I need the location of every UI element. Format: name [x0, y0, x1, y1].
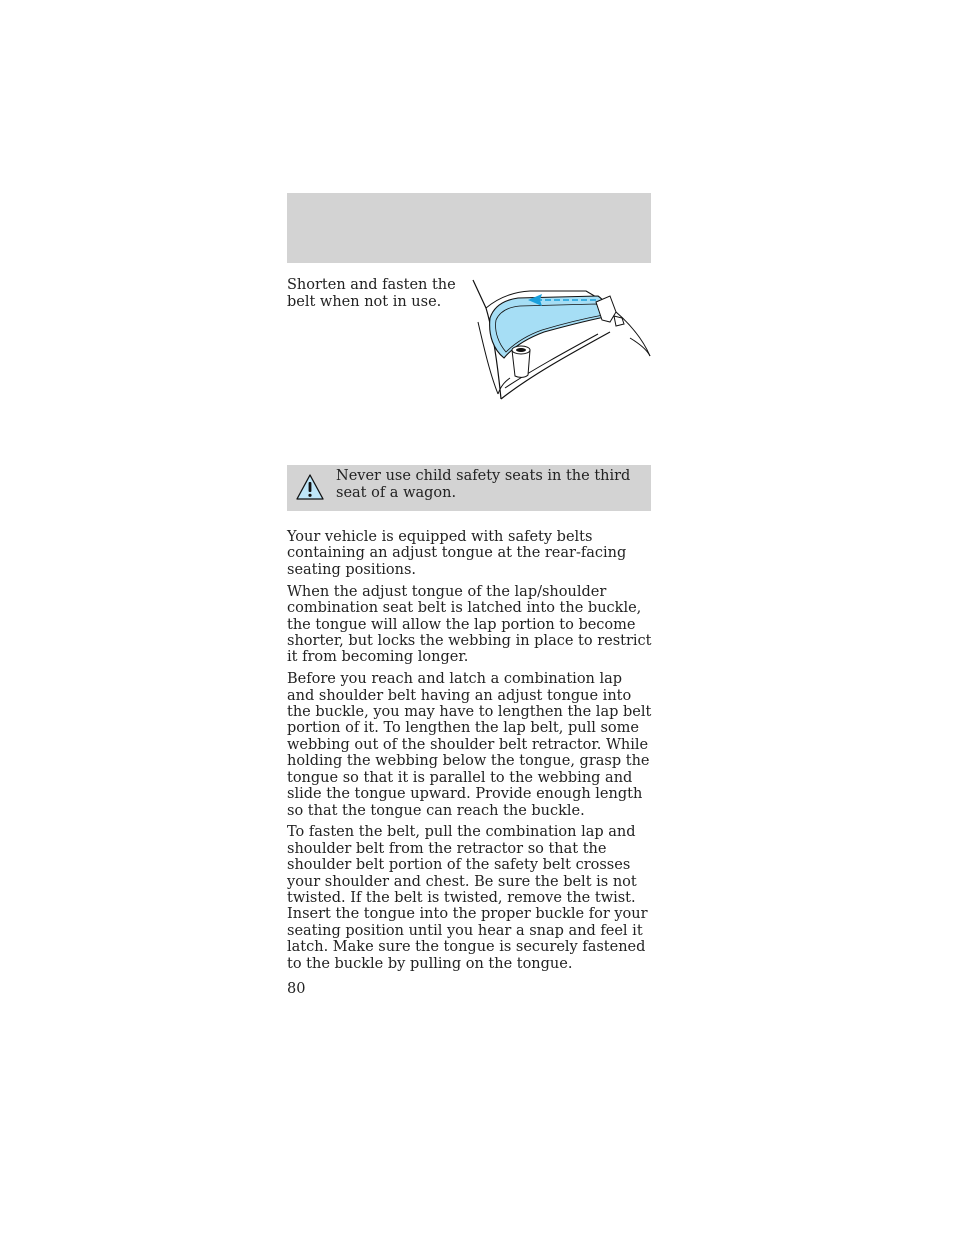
warning-triangle-icon	[295, 473, 325, 501]
warning-box	[287, 465, 651, 511]
seat-belt-illustration	[470, 278, 652, 402]
paragraph: To fasten the belt, pull the combination lap and shoulder belt from the retractor so that the shoulder belt portion of the safety belt crosses your shoulder and chest. Be sure the belt is not twisted. If the belt is twisted, remove the twist. Insert the tongue into the proper buckle for your seating position until you hear a snap and feel it latch. Make sure the tongue is securely fastened to the buckle by pulling on the tongue.	[287, 824, 648, 972]
page-number: 80	[287, 981, 306, 997]
section-header-band	[287, 193, 651, 263]
warning-text: Never use child safety seats in the third seat of a wagon.	[336, 468, 631, 501]
paragraph: Before you reach and latch a combination lap and shoulder belt having an adjust tongue into the buckle, you may have to lengthen the lap belt portion of it. To lengthen the lap belt, pull some webbing out of the shoulder belt retractor. While holding the webbing below the tongue, grasp the tongue so that it is parallel to the webbing and slide the tongue upward. Provide enough length so that the tongue can reach the buckle.	[287, 671, 652, 819]
illustration-caption: Shorten and fasten the belt when not in use.	[287, 277, 456, 310]
paragraph: Your vehicle is equipped with safety belts containing an adjust tongue at the rear-facing seating positions.	[287, 529, 627, 578]
paragraph: When the adjust tongue of the lap/shoulder combination seat belt is latched into the buckle, the tongue will allow the lap portion to become shorter, but locks the webbing in place to restrict it from becoming longer.	[287, 583, 652, 666]
body-text	[287, 529, 653, 978]
